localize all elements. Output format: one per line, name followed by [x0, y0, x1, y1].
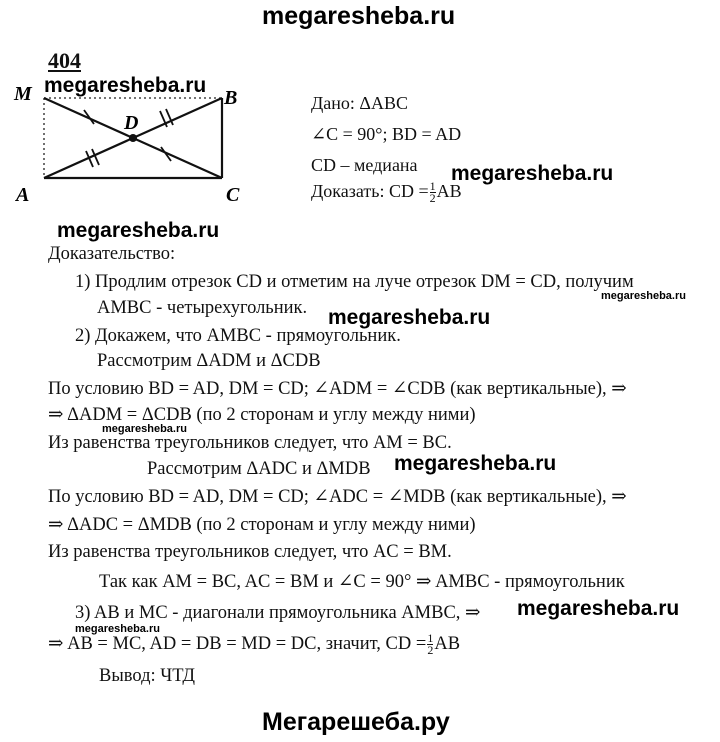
- proof-line-3: Из равенства треугольников следует, что AM = BC.: [48, 433, 452, 453]
- watermark-step-1: megaresheba.ru: [328, 306, 491, 329]
- given-line-2: ∠C = 90°; BD = AD: [311, 124, 462, 144]
- fraction-half-2: [427, 633, 433, 656]
- watermark-small-3: megaresheba.ru: [75, 623, 160, 635]
- watermark-small-1: megaresheba.ru: [601, 290, 686, 302]
- proof-line-2: ⇒ ΔADM = ΔCDB (по 2 сторонам и углу между ними): [48, 405, 476, 425]
- step-1-line-b: AMBC - четырехугольник.: [97, 298, 308, 318]
- step-3-line: 3) AB и MC - диагонали прямоугольника AMBC, ⇒: [75, 603, 481, 623]
- proof-line-9: [48, 633, 460, 656]
- label-m: M: [14, 83, 32, 105]
- given-line-3: CD – медиана: [311, 155, 418, 175]
- proof-line-5: По условию BD = AD, DM = CD; ∠ADC = ∠MDB (как вертикальные), ⇒: [48, 487, 627, 507]
- step-2-line-b: Рассмотрим ΔADM и ΔCDB: [97, 351, 321, 371]
- fraction-denominator-2: 2: [427, 643, 434, 657]
- proof-title: Доказательство:: [48, 244, 176, 264]
- proof-line-6: ⇒ ΔADC = ΔMDB (по 2 сторонам и углу между ними): [48, 515, 476, 535]
- fraction-half: [430, 181, 436, 204]
- given-prove-suffix: AB: [436, 181, 462, 201]
- proof-line-8: Так как AM = BC, AC = BM и ∠C = 90° ⇒ AMBC - прямоугольник: [99, 572, 625, 592]
- watermark-given: megaresheba.ru: [451, 162, 614, 185]
- fraction-numerator: 1: [429, 179, 436, 194]
- proof-line-4: Рассмотрим ΔADC и ΔMDB: [147, 459, 371, 479]
- point-d: [129, 134, 137, 142]
- given-prove-prefix: Доказать: CD =: [311, 181, 429, 201]
- watermark-proof-mid: megaresheba.ru: [394, 452, 557, 475]
- watermark-proof-title: megaresheba.ru: [57, 219, 220, 242]
- label-d: D: [124, 112, 139, 134]
- watermark-diagram: megaresheba.ru: [44, 74, 207, 97]
- conclusion: Вывод: ЧТД: [99, 666, 196, 686]
- step-1-line-a: 1) Продлим отрезок CD и отметим на луче отрезок DM = CD, получим: [75, 272, 634, 292]
- footer-brand: Мегарешеба.ру: [262, 708, 450, 736]
- proof-line-1: По условию BD = AD, DM = CD; ∠ADM = ∠CDB (как вертикальные), ⇒: [48, 379, 627, 399]
- label-c: C: [226, 184, 240, 206]
- label-a: A: [16, 184, 30, 206]
- label-b: B: [224, 87, 238, 109]
- watermark-step-3: megaresheba.ru: [517, 597, 680, 620]
- watermark-small-2: megaresheba.ru: [102, 423, 187, 435]
- fraction-numerator-2: 1: [427, 631, 434, 645]
- given-line-4: [311, 181, 462, 204]
- proof-line-7: Из равенства треугольников следует, что AC = BM.: [48, 542, 452, 562]
- fraction-denominator: 2: [429, 191, 436, 206]
- step-2-line-a: 2) Докажем, что AMBC - прямоугольник.: [75, 326, 401, 346]
- geometry-diagram: [10, 82, 260, 212]
- proof-line-9-suffix: AB: [434, 633, 461, 654]
- site-header: megaresheba.ru: [262, 2, 456, 30]
- problem-number: 404: [48, 48, 81, 73]
- proof-line-9-prefix: ⇒ AB = MC, AD = DB = MD = DC, значит, CD =: [48, 633, 427, 654]
- watermark-hidden: [548, 250, 633, 262]
- given-line-1: Дано: ΔABC: [311, 93, 408, 113]
